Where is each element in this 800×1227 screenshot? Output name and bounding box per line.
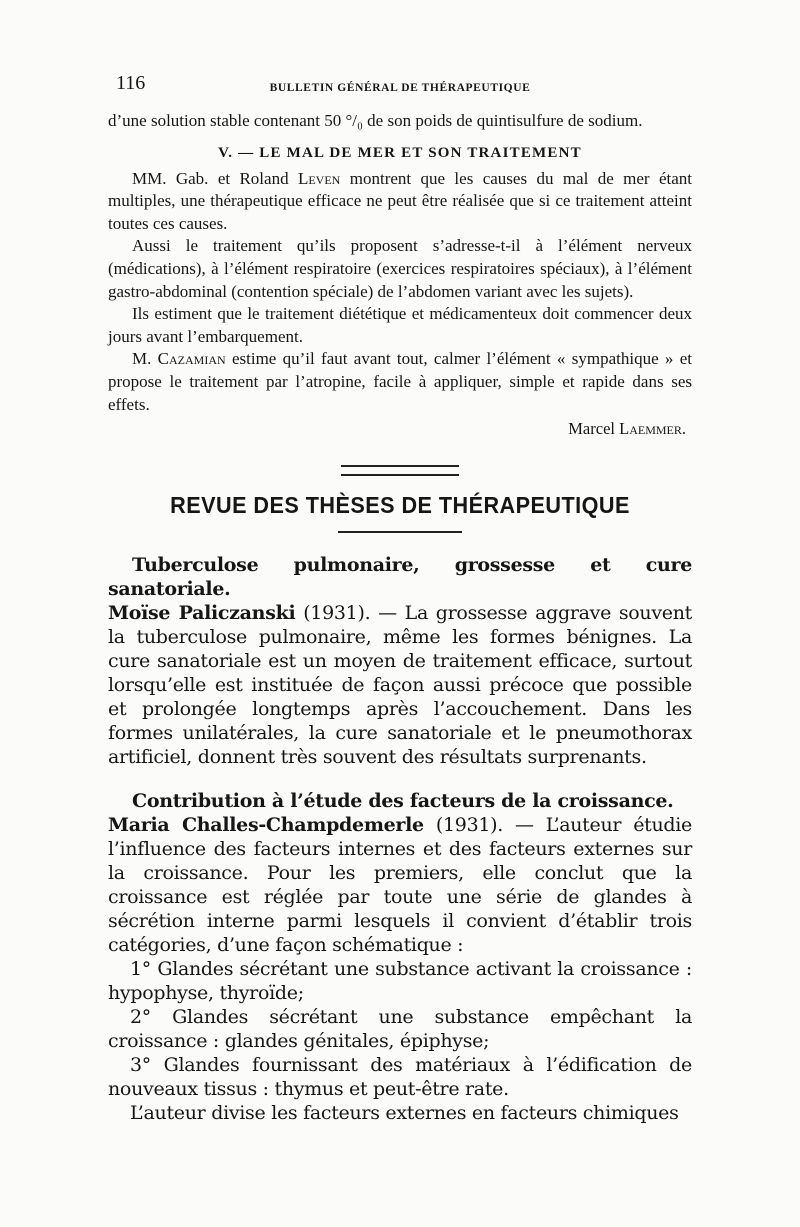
section-title: V. — LE MAL DE MER ET SON TRAITEMENT xyxy=(218,144,582,161)
author-name: Cazamian xyxy=(157,349,226,369)
signature xyxy=(108,419,692,439)
list-item: 2° Glandes sécrétant une substance empêchant la croissance : glandes génitales, épiphyse; xyxy=(108,1006,692,1053)
page-header xyxy=(108,70,692,96)
article-author: Maria Challes-Champdemerle xyxy=(108,814,424,837)
paragraph: Aussi le traitement qu’ils proposent s’adresse-t-il à l’élément nerveux (médications), à l’élément respiratoire (exercices respiratoires spéciaux), à l’élément gastro-abdominal (contention spéciale) de l’abdomen variant avec les sujets). xyxy=(108,236,692,301)
document-page xyxy=(108,70,692,1125)
intro-paragraph: d’une solution stable contenant 50 °/₀ de son poids de quintisulfure de sodium. xyxy=(108,111,643,130)
signature-first: Marcel xyxy=(568,419,620,439)
article-body xyxy=(108,813,692,957)
text: estime qu’il faut avant tout, calmer l’élément « sympathique » et propose le traitement par l’atropine, facile à appliquer, simple et rapide dans ses effets. xyxy=(108,349,692,414)
article-croissance xyxy=(108,789,692,1125)
text: montrent que les causes du mal de mer étant multiples, une thérapeutique efficace ne peut être réalisée que si ce traitement atteint toutes ces causes. xyxy=(108,168,692,233)
text: MM. Gab. et Roland xyxy=(132,168,298,188)
double-rule-divider xyxy=(341,465,459,476)
page-number: 116 xyxy=(116,72,146,94)
article-author: Moïse Paliczanski xyxy=(108,602,296,625)
list-item: 1° Glandes sécrétant une substance activant la croissance : hypophyse, thyroïde; xyxy=(108,958,692,1005)
running-title: BULLETIN GÉNÉRAL DE THÉRAPEUTIQUE xyxy=(269,82,531,94)
list-item: 3° Glandes fournissant des matériaux à l’édification de nouveaux tissus : thymus et peut-être rate. xyxy=(108,1054,692,1101)
article-text: (1931). — L’auteur étudie l’influence des facteurs internes et des facteurs externes sur la croissance. Pour les premiers, elle conclut que la croissance est réglée par toute une série de glandes à sécrétion interne parmi lesquels il convient d’établir trois catégories, d’une façon schématique : xyxy=(108,814,693,957)
text: M. xyxy=(132,349,158,369)
paragraph: Ils estiment que le traitement diététique et médicamenteux doit commencer deux jours avant l’embarquement. xyxy=(108,304,692,346)
last-line: L’auteur divise les facteurs externes en facteurs chimiques xyxy=(130,1102,679,1125)
article-text: (1931). — La grossesse aggrave souvent la tuberculose pulmonaire, même les formes bénignes. La cure sanatoriale est un moyen de traitement efficace, surtout lorsqu’elle est instituée de façon aussi précoce que possible et prolongée longtemps après l’accouchement. Dans les formes unilatérales, la cure sanatoriale et le pneumothorax artificiel, donnent très souvent des résultats surprenants. xyxy=(108,602,692,769)
signature-last: Laemmer. xyxy=(619,419,686,439)
article-title: Contribution à l’étude des facteurs de la croissance. xyxy=(132,790,674,813)
paragraph xyxy=(108,348,692,416)
article-body xyxy=(108,601,692,769)
rule-divider xyxy=(338,531,462,533)
author-name: Leven xyxy=(297,168,341,188)
article-tuberculose xyxy=(108,553,692,769)
article-title: Tuberculose pulmonaire, grossesse et cure sanatoriale. xyxy=(108,554,692,601)
paragraph xyxy=(108,168,692,236)
review-title: REVUE DES THÈSES DE THÉRAPEUTIQUE xyxy=(170,492,630,519)
